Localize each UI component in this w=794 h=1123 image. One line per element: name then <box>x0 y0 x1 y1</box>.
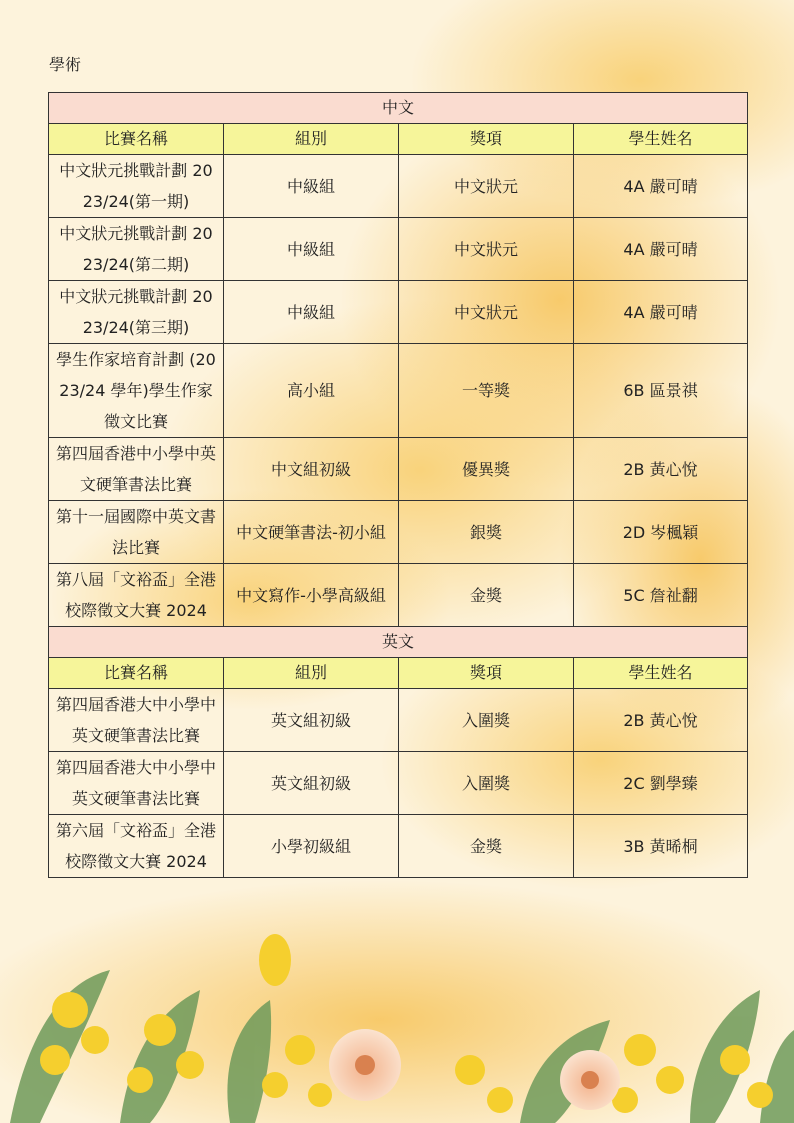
group-cell: 小學初級組 <box>224 815 399 878</box>
competition-cell: 中文狀元挑戰計劃 2023/24(第一期) <box>49 155 224 218</box>
competition-cell: 第六屆「文裕盃」全港校際徵文大賽 2024 <box>49 815 224 878</box>
award-cell: 入圍獎 <box>399 752 574 815</box>
table-row <box>49 752 748 815</box>
student-cell: 2B 黃心悅 <box>574 689 748 752</box>
competition-cell: 第四屆香港大中小學中英文硬筆書法比賽 <box>49 689 224 752</box>
student-cell: 4A 嚴可晴 <box>574 281 748 344</box>
award-cell: 中文狀元 <box>399 155 574 218</box>
column-header-student: 學生姓名 <box>574 658 748 689</box>
table-row <box>49 155 748 218</box>
award-cell: 金獎 <box>399 815 574 878</box>
competition-cell: 學生作家培育計劃 (2023/24 學年)學生作家徵文比賽 <box>49 344 224 438</box>
section-title: 中文 <box>49 93 748 124</box>
column-header-competition: 比賽名稱 <box>49 124 224 155</box>
group-cell: 中文硬筆書法-初小組 <box>224 501 399 564</box>
page-heading: 學術 <box>49 55 82 74</box>
table-row <box>49 218 748 281</box>
column-header-award: 獎項 <box>399 124 574 155</box>
column-header-group: 組別 <box>224 658 399 689</box>
competition-cell: 第八屆「文裕盃」全港校際徵文大賽 2024 <box>49 564 224 627</box>
table-row <box>49 815 748 878</box>
student-cell: 2B 黃心悅 <box>574 438 748 501</box>
group-cell: 中級組 <box>224 218 399 281</box>
section-header-chinese <box>49 93 748 124</box>
group-cell: 高小組 <box>224 344 399 438</box>
column-header-student: 學生姓名 <box>574 124 748 155</box>
column-header-group: 組別 <box>224 124 399 155</box>
student-cell: 6B 區景祺 <box>574 344 748 438</box>
student-cell: 5C 詹祉翻 <box>574 564 748 627</box>
award-cell: 銀獎 <box>399 501 574 564</box>
column-header-competition: 比賽名稱 <box>49 658 224 689</box>
column-header-award: 獎項 <box>399 658 574 689</box>
award-cell: 金獎 <box>399 564 574 627</box>
award-cell: 一等獎 <box>399 344 574 438</box>
group-cell: 中級組 <box>224 155 399 218</box>
competition-cell: 第四屆香港中小學中英文硬筆書法比賽 <box>49 438 224 501</box>
table-row <box>49 689 748 752</box>
group-cell: 英文組初級 <box>224 752 399 815</box>
awards-table <box>48 92 748 878</box>
table-row <box>49 501 748 564</box>
competition-cell: 中文狀元挑戰計劃 2023/24(第二期) <box>49 218 224 281</box>
section-title: 英文 <box>49 627 748 658</box>
competition-cell: 中文狀元挑戰計劃 2023/24(第三期) <box>49 281 224 344</box>
award-cell: 中文狀元 <box>399 281 574 344</box>
student-cell: 2C 劉學臻 <box>574 752 748 815</box>
table-row <box>49 564 748 627</box>
competition-cell: 第十一屆國際中英文書法比賽 <box>49 501 224 564</box>
student-cell: 2D 岑楓穎 <box>574 501 748 564</box>
group-cell: 中文寫作-小學高級組 <box>224 564 399 627</box>
section-header-english <box>49 627 748 658</box>
award-cell: 中文狀元 <box>399 218 574 281</box>
award-cell: 入圍獎 <box>399 689 574 752</box>
table-row <box>49 344 748 438</box>
column-header-row <box>49 124 748 155</box>
table-row <box>49 438 748 501</box>
competition-cell: 第四屆香港大中小學中英文硬筆書法比賽 <box>49 752 224 815</box>
group-cell: 英文組初級 <box>224 689 399 752</box>
table-row <box>49 281 748 344</box>
column-header-row <box>49 658 748 689</box>
student-cell: 4A 嚴可晴 <box>574 218 748 281</box>
group-cell: 中文組初級 <box>224 438 399 501</box>
award-cell: 優異獎 <box>399 438 574 501</box>
student-cell: 4A 嚴可晴 <box>574 155 748 218</box>
student-cell: 3B 黃晞桐 <box>574 815 748 878</box>
group-cell: 中級組 <box>224 281 399 344</box>
